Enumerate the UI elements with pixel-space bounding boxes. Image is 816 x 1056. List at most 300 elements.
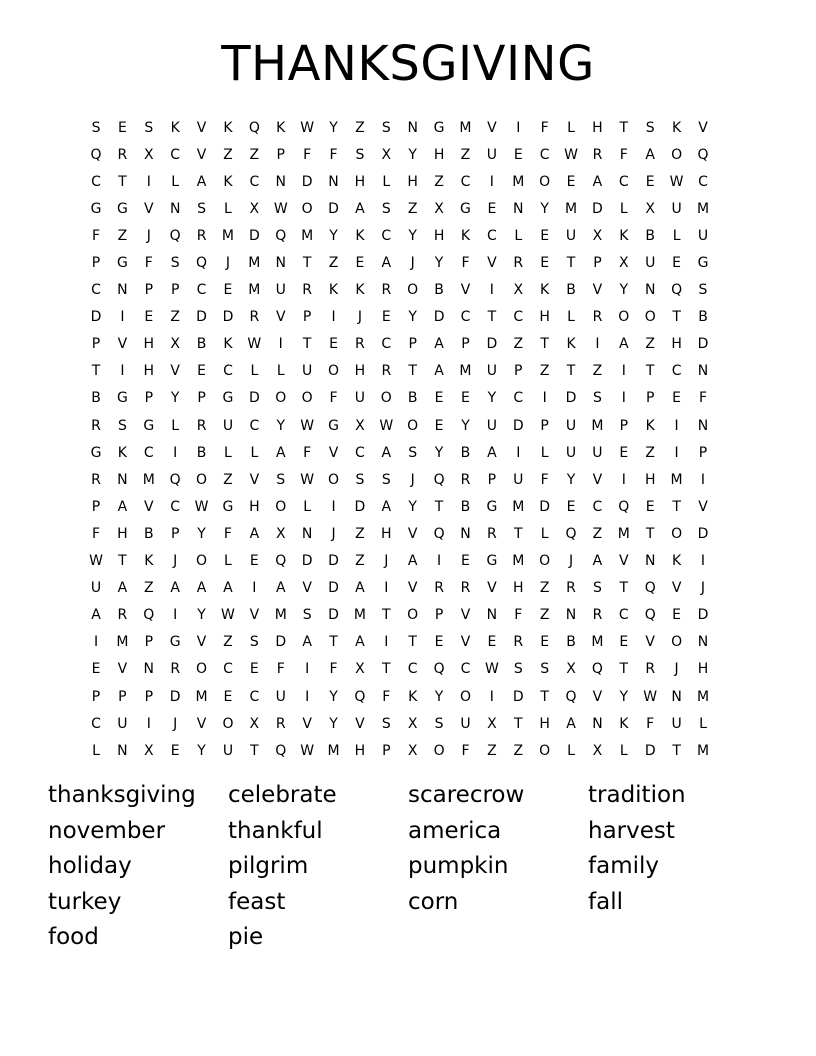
grid-letter: A bbox=[619, 336, 629, 353]
grid-letter: S bbox=[381, 200, 391, 217]
grid-letter: I bbox=[120, 363, 125, 380]
grid-letter: G bbox=[486, 553, 498, 570]
grid-letter: Z bbox=[645, 336, 655, 353]
grid-letter: O bbox=[328, 471, 340, 488]
grid-letter: N bbox=[671, 688, 682, 705]
grid-letter: E bbox=[672, 607, 682, 624]
grid-letter: Y bbox=[329, 688, 338, 705]
grid-letter: M bbox=[670, 471, 683, 488]
grid-letter: M bbox=[353, 607, 366, 624]
grid-letter: F bbox=[540, 119, 549, 136]
word-list-item: corn bbox=[408, 888, 459, 915]
grid-letter: J bbox=[674, 661, 679, 678]
grid-letter: Y bbox=[540, 200, 549, 217]
grid-letter: C bbox=[513, 309, 524, 326]
grid-letter: F bbox=[619, 146, 628, 163]
grid-row bbox=[91, 222, 730, 249]
grid-letter: J bbox=[331, 525, 336, 542]
grid-letter: Q bbox=[90, 146, 102, 163]
grid-letter: R bbox=[592, 309, 603, 326]
grid-letter: W bbox=[300, 742, 315, 759]
grid-letter: X bbox=[513, 282, 524, 299]
grid-row bbox=[91, 520, 730, 547]
grid-letter: L bbox=[250, 363, 259, 380]
grid-letter: I bbox=[305, 688, 310, 705]
grid-letter: V bbox=[196, 146, 207, 163]
grid-letter: C bbox=[407, 661, 418, 678]
grid-letter: T bbox=[302, 255, 312, 272]
grid-row bbox=[90, 195, 730, 222]
grid-letter: E bbox=[487, 200, 497, 217]
grid-letter: O bbox=[380, 390, 392, 407]
grid-letter: T bbox=[672, 742, 681, 759]
grid-letter: A bbox=[302, 634, 312, 651]
grid-letter: Y bbox=[434, 444, 444, 461]
grid-letter: C bbox=[460, 661, 471, 678]
grid-letter: R bbox=[592, 146, 603, 163]
grid-letter: X bbox=[407, 742, 418, 759]
grid-letter: H bbox=[644, 471, 656, 488]
grid-letter: O bbox=[644, 309, 656, 326]
word-list-item: tradition bbox=[588, 782, 686, 808]
grid-letter: C bbox=[460, 309, 471, 326]
grid-letter: H bbox=[512, 580, 524, 597]
grid-letter: M bbox=[696, 742, 710, 759]
grid-letter: R bbox=[513, 634, 524, 651]
grid-letter: Z bbox=[539, 580, 550, 597]
grid-letter: K bbox=[460, 227, 471, 244]
grid-letter: G bbox=[222, 390, 234, 407]
grid-row bbox=[91, 656, 730, 683]
grid-letter: X bbox=[143, 742, 154, 759]
grid-letter: J bbox=[173, 553, 178, 570]
grid-letter: Y bbox=[461, 417, 470, 434]
grid-letter: I bbox=[305, 661, 310, 678]
grid-letter: O bbox=[539, 553, 551, 570]
grid-letter: P bbox=[540, 417, 549, 434]
word-list-item: pumpkin bbox=[408, 853, 509, 880]
grid-letter: T bbox=[672, 309, 681, 326]
grid-letter: T bbox=[619, 661, 629, 678]
grid-letter: A bbox=[355, 634, 365, 651]
grid-letter: O bbox=[407, 607, 419, 624]
grid-letter: L bbox=[382, 173, 391, 190]
word-list-item: holiday bbox=[48, 853, 132, 880]
grid-letter: G bbox=[116, 200, 128, 217]
grid-letter: Q bbox=[275, 227, 287, 244]
grid-letter: C bbox=[170, 498, 181, 515]
grid-letter: V bbox=[487, 580, 497, 597]
grid-letter: Z bbox=[513, 336, 524, 353]
grid-letter: F bbox=[698, 390, 708, 407]
grid-letter: L bbox=[250, 444, 259, 461]
grid-letter: F bbox=[223, 525, 232, 542]
grid-letter: T bbox=[408, 634, 417, 651]
word-list-item: pie bbox=[228, 924, 264, 951]
grid-letter: L bbox=[567, 742, 575, 759]
grid-letter: V bbox=[645, 634, 655, 651]
grid-letter: B bbox=[196, 336, 207, 353]
grid-letter: T bbox=[408, 363, 417, 380]
grid-letter: J bbox=[568, 553, 574, 570]
grid-letter: T bbox=[382, 661, 391, 678]
grid-letter: D bbox=[697, 525, 709, 542]
grid-letter: R bbox=[117, 607, 128, 624]
grid-letter: T bbox=[619, 580, 629, 597]
grid-letter: X bbox=[592, 227, 603, 244]
grid-letter: T bbox=[645, 363, 655, 380]
grid-letter: Y bbox=[434, 688, 444, 705]
grid-letter: B bbox=[196, 444, 207, 461]
grid-letter: R bbox=[434, 580, 444, 597]
grid-letter: M bbox=[512, 498, 525, 515]
grid-letter: I bbox=[489, 282, 494, 299]
grid-letter: V bbox=[460, 607, 471, 624]
grid-letter: C bbox=[196, 282, 207, 299]
grid-letter: I bbox=[700, 553, 706, 570]
grid-row bbox=[90, 575, 730, 602]
grid-letter: D bbox=[512, 688, 524, 705]
grid-row bbox=[91, 168, 730, 195]
grid-letter: H bbox=[433, 146, 445, 163]
grid-letter: Y bbox=[487, 390, 497, 407]
grid-letter: K bbox=[672, 119, 682, 136]
grid-letter: D bbox=[433, 309, 445, 326]
grid-letter: Y bbox=[197, 742, 206, 759]
grid-letter: Y bbox=[329, 227, 338, 244]
grid-letter: F bbox=[461, 742, 470, 759]
grid-row bbox=[90, 141, 730, 168]
grid-letter: D bbox=[644, 742, 656, 759]
grid-letter: K bbox=[223, 336, 233, 353]
grid-letter: F bbox=[329, 146, 338, 163]
grid-letter: Y bbox=[408, 146, 417, 163]
grid-letter: I bbox=[516, 444, 521, 461]
grid-letter: R bbox=[91, 471, 101, 488]
grid-letter: G bbox=[328, 417, 339, 434]
grid-letter: C bbox=[460, 173, 471, 190]
grid-letter: U bbox=[486, 146, 497, 163]
grid-letter: U bbox=[354, 390, 366, 407]
grid-letter: K bbox=[144, 553, 154, 570]
grid-letter: G bbox=[116, 390, 128, 407]
grid-letter: J bbox=[173, 715, 178, 732]
grid-letter: O bbox=[539, 742, 551, 759]
grid-letter: Q bbox=[565, 688, 577, 705]
grid-letter: P bbox=[144, 390, 154, 407]
grid-letter: U bbox=[90, 580, 102, 597]
grid-letter: J bbox=[700, 580, 706, 597]
grid-letter: X bbox=[249, 200, 260, 217]
grid-letter: X bbox=[355, 417, 365, 434]
grid-letter: B bbox=[460, 444, 471, 461]
grid-letter: E bbox=[513, 146, 523, 163]
grid-letter: J bbox=[225, 255, 231, 272]
grid-letter: S bbox=[144, 119, 154, 136]
grid-letter: Z bbox=[487, 742, 497, 759]
grid-letter: M bbox=[116, 634, 129, 651]
grid-letter: I bbox=[700, 471, 706, 488]
grid-letter: G bbox=[169, 634, 181, 651]
grid-letter: F bbox=[91, 227, 101, 244]
grid-letter: C bbox=[143, 444, 154, 461]
grid-letter: K bbox=[540, 282, 550, 299]
grid-letter: Q bbox=[169, 227, 181, 244]
grid-letter: N bbox=[513, 200, 524, 217]
grid-letter: J bbox=[410, 255, 415, 272]
grid-letter: K bbox=[328, 282, 339, 299]
grid-letter: N bbox=[117, 471, 128, 488]
word-list-item: family bbox=[588, 853, 659, 880]
grid-letter: S bbox=[381, 119, 391, 136]
grid-letter: V bbox=[407, 525, 418, 542]
grid-letter: C bbox=[170, 146, 181, 163]
grid-letter: A bbox=[381, 498, 392, 515]
grid-row bbox=[91, 493, 730, 520]
grid-letter: H bbox=[407, 173, 418, 190]
grid-letter: A bbox=[592, 553, 603, 570]
grid-letter: I bbox=[489, 688, 494, 705]
grid-letter: V bbox=[698, 498, 708, 515]
grid-letter: X bbox=[275, 525, 286, 542]
grid-row bbox=[91, 249, 730, 276]
grid-letter: Z bbox=[143, 580, 154, 597]
grid-letter: E bbox=[461, 553, 470, 570]
grid-letter: F bbox=[144, 255, 153, 272]
grid-letter: Y bbox=[619, 282, 629, 299]
grid-letter: A bbox=[381, 444, 392, 461]
grid-letter: J bbox=[410, 471, 415, 488]
grid-letter: F bbox=[461, 255, 470, 272]
grid-letter: L bbox=[92, 742, 100, 759]
grid-letter: X bbox=[487, 715, 497, 732]
grid-letter: Z bbox=[592, 525, 603, 542]
grid-letter: X bbox=[619, 255, 629, 272]
grid-letter: S bbox=[117, 417, 127, 434]
grid-letter: S bbox=[698, 282, 708, 299]
grid-letter: X bbox=[143, 146, 154, 163]
grid-letter: Z bbox=[539, 607, 550, 624]
grid-letter: M bbox=[696, 688, 710, 705]
grid-letter: A bbox=[355, 200, 365, 217]
grid-letter: R bbox=[592, 607, 603, 624]
grid-letter: I bbox=[173, 444, 178, 461]
grid-letter: A bbox=[91, 607, 101, 624]
grid-letter: R bbox=[170, 661, 181, 678]
grid-letter: E bbox=[329, 336, 338, 353]
grid-letter: M bbox=[512, 173, 525, 190]
grid-letter: L bbox=[224, 553, 232, 570]
grid-letter: P bbox=[197, 390, 206, 407]
grid-letter: E bbox=[91, 661, 101, 678]
grid-letter: R bbox=[566, 580, 576, 597]
grid-letter: E bbox=[355, 255, 365, 272]
grid-row bbox=[89, 548, 730, 575]
grid-letter: P bbox=[118, 688, 127, 705]
grid-letter: U bbox=[671, 200, 682, 217]
grid-letter: L bbox=[619, 200, 628, 217]
grid-letter: C bbox=[249, 173, 260, 190]
grid-letter: A bbox=[407, 553, 418, 570]
grid-letter: N bbox=[117, 282, 128, 299]
grid-letter: N bbox=[407, 119, 418, 136]
word-list-item: thanksgiving bbox=[48, 782, 196, 808]
word-list-item: feast bbox=[228, 888, 286, 915]
grid-letter: U bbox=[222, 417, 234, 434]
grid-letter: O bbox=[301, 390, 313, 407]
grid-letter: K bbox=[355, 282, 365, 299]
grid-letter: T bbox=[382, 607, 391, 624]
grid-letter: G bbox=[222, 498, 234, 515]
grid-letter: E bbox=[434, 634, 444, 651]
grid-letter: E bbox=[170, 742, 180, 759]
grid-letter: E bbox=[461, 390, 470, 407]
grid-letter: J bbox=[146, 227, 151, 244]
grid-letter: E bbox=[434, 417, 444, 434]
grid-letter: U bbox=[697, 227, 709, 244]
grid-letter: M bbox=[301, 227, 314, 244]
grid-letter: H bbox=[354, 742, 366, 759]
grid-letter: M bbox=[274, 607, 287, 624]
grid-letter: O bbox=[275, 498, 287, 515]
grid-letter: R bbox=[381, 363, 392, 380]
grid-letter: Z bbox=[355, 553, 365, 570]
grid-letter: N bbox=[117, 742, 128, 759]
grid-letter: V bbox=[460, 634, 471, 651]
grid-letter: P bbox=[434, 607, 444, 624]
grid-letter: V bbox=[592, 688, 603, 705]
grid-letter: C bbox=[355, 444, 365, 461]
grid-letter: I bbox=[674, 417, 679, 434]
grid-letter: O bbox=[407, 282, 419, 299]
word-list-item: food bbox=[48, 924, 99, 951]
grid-letter: L bbox=[619, 742, 628, 759]
grid-letter: Z bbox=[539, 363, 550, 380]
grid-letter: C bbox=[249, 417, 260, 434]
grid-letter: Z bbox=[223, 146, 233, 163]
grid-letter: E bbox=[197, 363, 206, 380]
word-list-item: thankful bbox=[228, 817, 323, 844]
grid-letter: R bbox=[460, 471, 471, 488]
grid-letter: O bbox=[618, 309, 630, 326]
grid-letter: S bbox=[91, 119, 101, 136]
grid-letter: B bbox=[143, 525, 154, 542]
grid-letter: Y bbox=[619, 688, 629, 705]
grid-letter: E bbox=[223, 282, 233, 299]
grid-letter: R bbox=[196, 227, 207, 244]
grid-letter: Z bbox=[170, 309, 180, 326]
grid-letter: W bbox=[194, 498, 209, 515]
grid-letter: Q bbox=[433, 661, 445, 678]
grid-letter: I bbox=[384, 634, 389, 651]
grid-letter: W bbox=[300, 417, 315, 434]
grid-letter: M bbox=[221, 227, 234, 244]
grid-letter: Q bbox=[671, 282, 683, 299]
word-list-item: scarecrow bbox=[408, 782, 525, 808]
grid-letter: V bbox=[355, 715, 365, 732]
grid-letter: Z bbox=[249, 146, 260, 163]
grid-letter: O bbox=[671, 634, 683, 651]
grid-letter: S bbox=[540, 661, 550, 678]
grid-letter: Q bbox=[644, 607, 656, 624]
grid-letter: Q bbox=[275, 553, 287, 570]
grid-letter: F bbox=[303, 444, 312, 461]
grid-letter: B bbox=[91, 390, 101, 407]
grid-letter: Q bbox=[591, 661, 603, 678]
grid-letter: G bbox=[90, 200, 102, 217]
grid-letter: H bbox=[539, 309, 550, 326]
word-list-item: pilgrim bbox=[228, 853, 309, 880]
grid-letter: P bbox=[144, 688, 154, 705]
grid-letter: L bbox=[540, 444, 549, 461]
grid-letter: E bbox=[249, 661, 259, 678]
grid-letter: B bbox=[566, 634, 576, 651]
grid-letter: H bbox=[354, 363, 366, 380]
grid-letter: C bbox=[91, 173, 101, 190]
grid-letter: X bbox=[645, 200, 655, 217]
grid-letter: E bbox=[540, 634, 550, 651]
grid-letter: W bbox=[300, 471, 315, 488]
grid-letter: N bbox=[644, 282, 656, 299]
grid-letter: P bbox=[144, 282, 154, 299]
grid-letter: H bbox=[249, 498, 260, 515]
grid-letter: G bbox=[697, 255, 709, 272]
grid-letter: K bbox=[355, 227, 365, 244]
grid-letter: M bbox=[617, 525, 630, 542]
grid-letter: V bbox=[144, 200, 154, 217]
grid-letter: R bbox=[249, 309, 260, 326]
grid-letter: O bbox=[433, 742, 445, 759]
word-list bbox=[48, 778, 788, 956]
grid-letter: G bbox=[486, 498, 498, 515]
grid-letter: C bbox=[513, 390, 524, 407]
grid-letter: I bbox=[146, 715, 151, 732]
grid-row bbox=[91, 412, 730, 439]
grid-letter: B bbox=[566, 282, 576, 299]
grid-letter: T bbox=[513, 525, 523, 542]
grid-row bbox=[91, 385, 730, 412]
grid-letter: Q bbox=[354, 688, 366, 705]
grid-letter: V bbox=[592, 282, 603, 299]
grid-letter: E bbox=[645, 498, 655, 515]
grid-letter: V bbox=[460, 282, 471, 299]
grid-letter: I bbox=[621, 363, 626, 380]
grid-letter: W bbox=[247, 336, 262, 353]
grid-letter: Z bbox=[592, 363, 603, 380]
grid-letter: I bbox=[331, 498, 336, 515]
grid-letter: R bbox=[513, 255, 524, 272]
grid-letter: N bbox=[301, 525, 313, 542]
grid-letter: S bbox=[513, 661, 523, 678]
grid-letter: C bbox=[618, 173, 629, 190]
grid-letter: X bbox=[566, 661, 576, 678]
grid-letter: D bbox=[354, 498, 366, 515]
grid-letter: D bbox=[486, 336, 498, 353]
grid-letter: P bbox=[382, 742, 391, 759]
grid-letter: O bbox=[671, 525, 683, 542]
grid-letter: N bbox=[592, 715, 603, 732]
grid-letter: F bbox=[91, 525, 101, 542]
grid-letter: H bbox=[539, 715, 550, 732]
word-list-item: celebrate bbox=[228, 782, 337, 808]
grid-letter: R bbox=[117, 146, 128, 163]
word-list-item: america bbox=[408, 817, 502, 844]
grid-letter: G bbox=[460, 200, 471, 217]
grid-letter: E bbox=[619, 444, 629, 461]
grid-letter: B bbox=[698, 309, 708, 326]
grid-letter: F bbox=[540, 471, 549, 488]
grid-letter: U bbox=[222, 742, 234, 759]
